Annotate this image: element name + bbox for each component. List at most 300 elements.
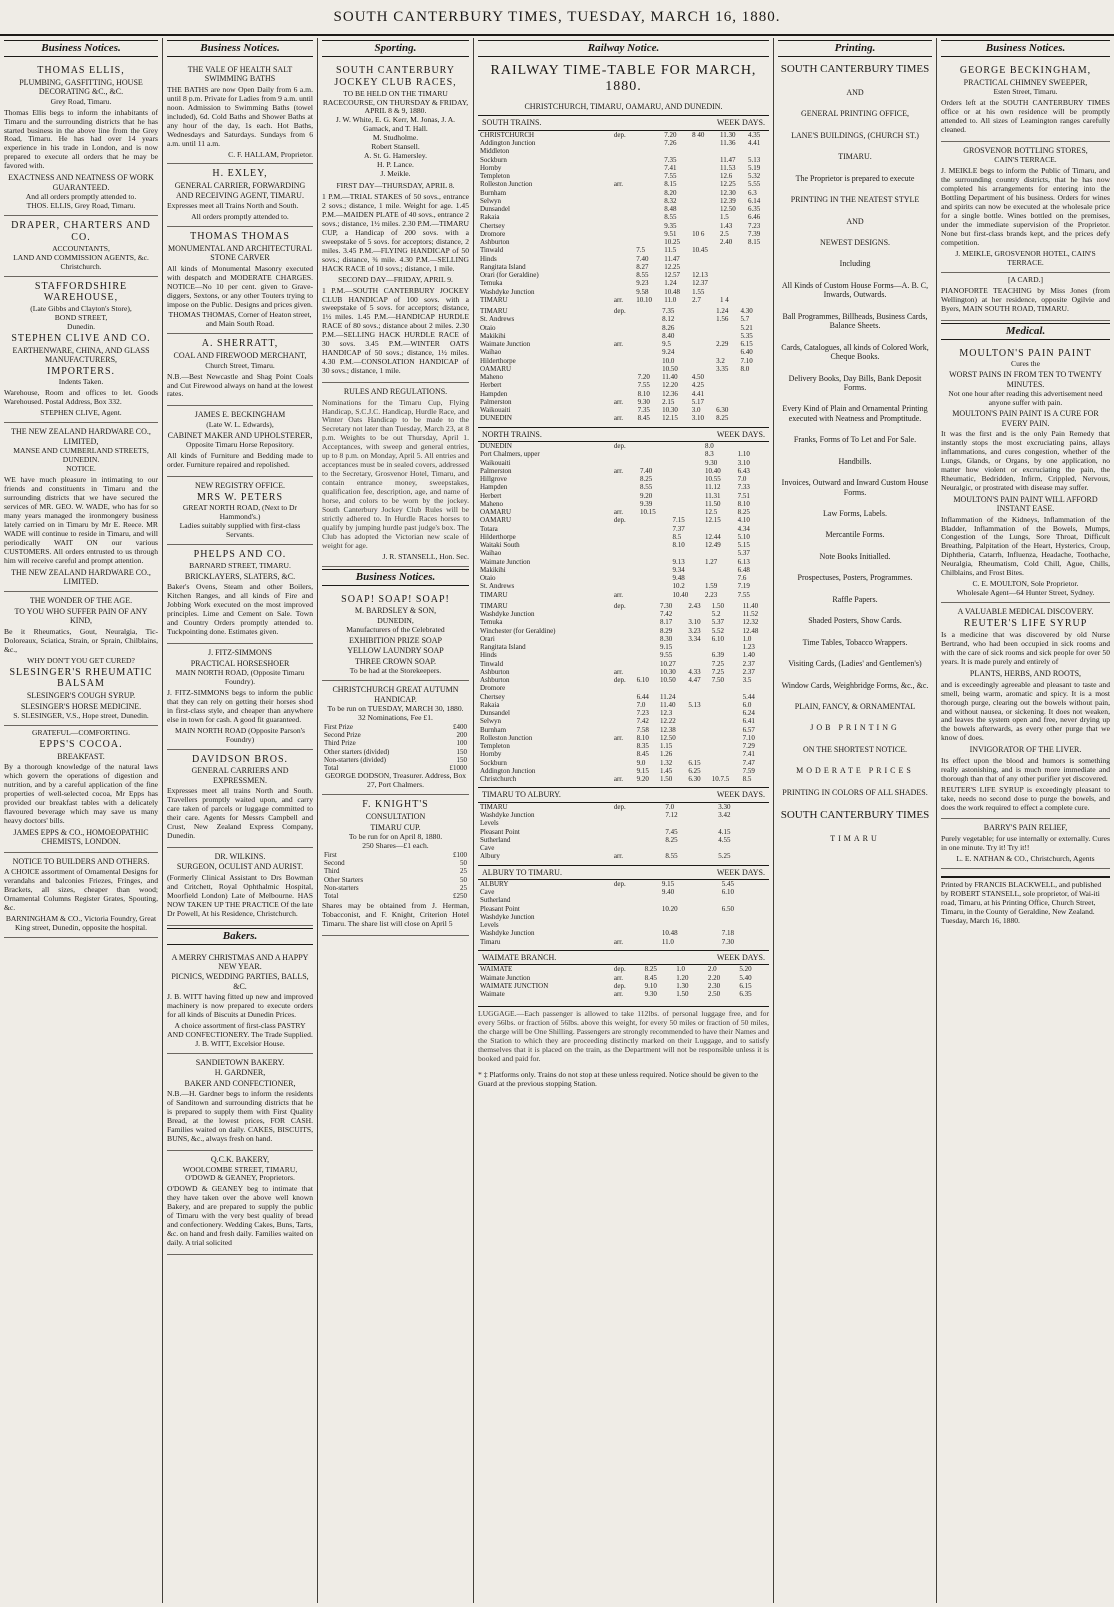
timetable-row: [478, 288, 769, 296]
time-cell: 8.48: [664, 205, 677, 214]
station-name: Chertsey: [480, 692, 505, 701]
timetable-row: [478, 852, 769, 860]
station-name: Middleton: [480, 147, 510, 156]
time-cell: [762, 566, 769, 574]
time-cell: 5.44: [742, 692, 755, 701]
time-cell: [638, 459, 671, 467]
ad-trade: GENERAL CARRIERS AND EXPRESSMEN.: [191, 766, 289, 785]
station-name: Hornby: [480, 750, 502, 759]
time-cell: 7.55: [737, 590, 750, 599]
time-cell: 3.10: [688, 618, 701, 627]
time-cell: 4.34: [737, 524, 750, 533]
ad-title: Q.C.K. BAKERY,: [210, 1155, 270, 1165]
ad-product: THREE CROWN SOAP.: [354, 656, 437, 666]
time-cell: [686, 651, 709, 659]
time-cell: 9.0: [636, 758, 646, 767]
time-cell: [746, 279, 769, 287]
time-cell: 7.42: [636, 717, 649, 726]
time-cell: 8.25: [716, 414, 729, 423]
ad-body: N.B.—Best Newcastle and Shag Point Coals and Cut Firewood always on hand at the lowest rates.: [167, 371, 313, 399]
station-name: Waitaki South: [480, 541, 520, 550]
branch-label: TIMARU TO ALBURY.: [482, 790, 561, 800]
time-cell: [686, 660, 709, 668]
time-cell: [714, 373, 738, 381]
time-cell: 2.43: [688, 601, 701, 610]
ad-sub: TIMARU CUP.: [370, 822, 421, 832]
timetable-row: [478, 147, 769, 155]
time-cell: [746, 271, 769, 279]
ad-body: By a thorough knowledge of the natural laws which govern the operations of digestion and nutrition, and by a careful application of the fine properties of well-selected cocoa, Mr Epps has provided our breakfast tables with a delicately flavoured beverage which may save us many heavy doctors' bills.: [4, 762, 158, 825]
time-cell: [612, 205, 634, 213]
time-cell: dep.: [613, 601, 626, 610]
time-cell: [635, 618, 658, 626]
time-cell: [720, 913, 769, 921]
ad-witt: [167, 949, 313, 1054]
time-cell: 2.40: [720, 238, 733, 247]
time-cell: [612, 492, 638, 500]
time-cell: [612, 189, 634, 197]
station-name: Ashburton: [480, 667, 510, 676]
time-cell: 8.5: [672, 532, 682, 541]
timetable-row: [478, 938, 769, 946]
waimate-table: [478, 965, 769, 998]
time-cell: [671, 467, 704, 475]
time-cell: [635, 602, 658, 610]
time-cell: 12.25: [664, 262, 680, 271]
time-cell: [638, 591, 671, 599]
timetable-row: [478, 255, 769, 263]
time-cell: [612, 651, 635, 659]
printing-items-list: [778, 281, 932, 690]
time-cell: 8.25: [644, 965, 657, 974]
ad-phelps: [167, 545, 313, 644]
time-cell: 1.20: [676, 973, 689, 982]
time-cell: 3.2: [716, 356, 725, 365]
time-cell: [671, 508, 704, 516]
ad-sherratt: [167, 334, 313, 406]
timetable-row: [478, 643, 769, 651]
station-name: Rakaia: [480, 700, 500, 709]
ad-body: Be it Rheumatics, Gout, Neuralgia, Tic-Doloreaux, Sciatica, Strain, or Sprain, Chilblains, &c.,: [4, 626, 158, 654]
time-cell: [739, 414, 763, 422]
ad-title: DR. WILKINS.: [214, 851, 266, 861]
time-cell: 12.32: [742, 618, 759, 627]
time-cell: [739, 381, 763, 389]
ad-title: NEW REGISTRY OFFICE.: [194, 481, 285, 491]
station-name: Palmerston: [480, 397, 512, 406]
time-cell: 5.35: [740, 331, 753, 340]
time-cell: 7.0: [737, 475, 747, 484]
time-cell: [636, 315, 660, 323]
ad-title: DRAPER, CHARTERS AND CO.: [11, 220, 151, 243]
ad-builders: [4, 853, 158, 938]
time-cell: arr.: [613, 508, 623, 517]
time-cell: 8.10: [636, 733, 649, 742]
time-cell: [671, 492, 704, 500]
time-cell: [634, 230, 662, 238]
ad-title: J. FITZ-SIMMONS: [207, 648, 272, 658]
ad-agent: Wholesale Agent—64 Hunter Street, Sydney.: [956, 588, 1095, 598]
time-cell: 11.52: [742, 610, 759, 619]
time-cell: 6.15: [688, 758, 701, 767]
time-cell: [746, 147, 769, 155]
station-name: Winchester (for Geraldine): [480, 626, 556, 635]
time-cell: [638, 533, 671, 541]
time-cell: [762, 558, 769, 566]
time-cell: [690, 189, 718, 197]
timetable-row: [478, 475, 769, 483]
time-cell: 3.0: [691, 406, 701, 415]
prize-value: 25: [460, 883, 467, 892]
time-cell: 10.0: [662, 356, 675, 365]
time-cell: dep.: [613, 676, 626, 685]
ad-headline: MOULTON'S PAIN PAINT WILL AFFORD INSTANT EASE.: [953, 494, 1098, 514]
prize-label: First Prize: [324, 722, 353, 731]
time-cell: 7.45: [665, 827, 678, 836]
time-cell: [612, 271, 634, 279]
ad-title: SOAP! SOAP! SOAP!: [341, 593, 450, 605]
timetable-row: [478, 222, 769, 230]
time-cell: 8.45: [637, 414, 650, 423]
ad-title: GEORGE BECKINGHAM,: [959, 64, 1092, 76]
time-cell: [612, 574, 638, 582]
printing-list-item: Law Forms, Labels.: [823, 509, 887, 518]
ad-signature: L. E. NATHAN & CO., Christchurch, Agents: [956, 853, 1095, 863]
time-cell: 7.19: [737, 582, 750, 591]
time-cell: 2.29: [716, 340, 729, 349]
time-cell: 6.10: [636, 676, 649, 685]
time-cell: 5.15: [737, 541, 750, 550]
time-cell: [686, 693, 709, 701]
time-cell: [671, 549, 704, 557]
time-cell: [636, 307, 660, 315]
ad-shares: 250 Shares—£1 each.: [362, 840, 429, 850]
prize-value: 150: [456, 755, 467, 764]
station-name: Totara: [480, 524, 498, 533]
time-cell: [636, 348, 660, 356]
railway-title: RAILWAY TIME-TABLE FOR MARCH, 1880.: [490, 62, 757, 95]
time-cell: [612, 390, 636, 398]
ad-body: J. FITZ-SIMMONS begs to inform the public that they can rely on getting their horses shod in first-class style, and cheaper than anywhere else in town for cash. A good fit guaranteed.: [167, 687, 313, 724]
time-cell: [612, 921, 660, 929]
time-cell: 7.51: [737, 491, 750, 500]
time-cell: [762, 591, 769, 599]
station-name: TIMARU: [480, 601, 508, 610]
time-cell: [612, 475, 638, 483]
station-name: Palmerston: [480, 466, 512, 475]
time-cell: [671, 442, 704, 450]
time-cell: [690, 222, 718, 230]
timetable-row: [478, 357, 769, 365]
printing-list-item: Franks, Forms of To Let and For Sale.: [793, 435, 917, 445]
time-cell: [612, 533, 638, 541]
prize-row: [322, 892, 469, 900]
time-cell: [612, 701, 635, 709]
prize-value: £1000: [449, 764, 467, 773]
time-cell: [636, 357, 660, 365]
time-cell: 8.40: [662, 331, 675, 340]
timetable-row: [478, 767, 769, 775]
time-cell: 11.5: [664, 246, 677, 255]
station-name: Rolleston Junction: [480, 733, 533, 742]
ad-signature: THOS. ELLIS, Grey Road, Timaru.: [26, 201, 136, 211]
timetable-row: [478, 896, 769, 904]
timetable-row: [478, 390, 769, 398]
time-cell: 9.15: [659, 643, 673, 652]
time-cell: 12.37: [692, 279, 708, 288]
time-cell: 6.39: [711, 651, 724, 660]
time-cell: [739, 398, 763, 406]
timetable-row: [478, 651, 769, 659]
time-cell: 8.3: [705, 450, 714, 459]
timetable-row: [478, 836, 769, 844]
prize-row: [322, 876, 469, 884]
ad-body: Purely vegetable; for use internally or externally. Cures in one minute. Try it! Try it!!: [941, 833, 1110, 852]
time-cell: 3.23: [688, 626, 701, 635]
timetable-row: [478, 929, 769, 937]
ad-headline: TO YOU WHO SUFFER PAIN OF ANY KIND,: [14, 606, 148, 626]
time-cell: 1.24: [716, 307, 729, 316]
ad-body: (Formerly Clinical Assistant to Drs Bowman and Critchett, Royal Ophthalmic Hospital, Moorfield London) Late of Melbourne. HAS NOW TAKEN UP THE PRACTICE Of the late Dr Powell, At his Residence, Christchurch.: [167, 872, 313, 918]
time-cell: 8.5: [742, 775, 752, 784]
ad-thomas: [167, 227, 313, 334]
time-cell: [635, 651, 658, 659]
time-cell: 5.17: [691, 397, 704, 406]
time-cell: 11.50: [705, 499, 721, 508]
ad-body: All kinds of Monumental Masonry executed with despatch and MODERATE CHARGES. NOTICE—No 10 per cent. given to Grave-diggers, Sextons, or any other Touters trying to impose on the Public. Designs and prices given.: [167, 263, 313, 309]
ad-body: J. MEIKLE begs to inform the Public of Timaru, and the surrounding country districts, that he has now completed his arrangements for entering into the Bottling Department of his business. Orders for wines and spirits can now be executed at the wholesale price for a single bottle. Wines bottled on the premises, under the immediate supervision of the Proprietor. None but first-class brands kept, and the prices defy competition.: [941, 166, 1110, 247]
ad-body: PIANOFORTE TEACHING by Miss Jones (from Wellington) at her residence, opposite Ogilvie and Byers, MAIN SOUTH ROAD, TIMARU.: [941, 285, 1110, 313]
station-name: Hilderthorpe: [480, 356, 516, 365]
timetable-row: [478, 566, 769, 574]
printing-list-item: Note Books Initialled.: [819, 551, 891, 561]
time-cell: 12.5: [705, 508, 718, 517]
time-cell: [762, 549, 769, 557]
timetable-row: [478, 742, 769, 750]
time-cell: 7.41: [664, 163, 677, 172]
timetable-row: [478, 819, 769, 827]
timetable-row: [478, 263, 769, 271]
ad-chimney-sweep: [941, 61, 1110, 142]
station-name: Selwyn: [480, 717, 501, 726]
time-cell: [634, 222, 662, 230]
ad-body: Is a medicine that was discovered by old Nurse Bertrand, who had been occupied in sick rooms and with the care of sick rooms and sick people for over 50 years. It is made purely and entirely of: [941, 630, 1110, 667]
time-cell: [710, 693, 741, 701]
ad-draper: [4, 216, 158, 276]
ad-signature: J. B. WITT, Excelsior House.: [195, 1039, 285, 1049]
time-cell: [612, 709, 635, 717]
station-name: Tinwald: [480, 659, 504, 668]
time-cell: [612, 373, 636, 381]
time-cell: 6.44: [636, 692, 649, 701]
time-cell: 8.27: [636, 262, 649, 271]
printing-office: GENERAL PRINTING OFFICE,: [801, 109, 909, 119]
station-name: Tinwald: [480, 246, 504, 255]
time-cell: 7.0: [665, 802, 675, 811]
printing-list-item: Cards, Catalogues, all kinds of Colored Work, Cheque Books.: [781, 342, 929, 362]
time-cell: [690, 315, 714, 323]
timetable-row: [478, 315, 769, 323]
timetable-row: [478, 701, 769, 709]
timetable-row: [478, 459, 769, 467]
prize-label: Second: [324, 859, 345, 868]
ad-staffordshire: [4, 277, 158, 424]
time-cell: 2.5: [720, 229, 729, 238]
time-cell: [612, 381, 636, 389]
time-cell: [635, 610, 658, 618]
time-cell: dep.: [613, 981, 626, 990]
time-cell: 12.15: [662, 414, 678, 423]
ad-grosvenor: [941, 142, 1110, 273]
time-cell: 4.50: [691, 373, 704, 382]
timetable-row: [478, 332, 769, 340]
time-cell: 5.55: [747, 180, 761, 189]
time-cell: [658, 684, 686, 692]
time-cell: [612, 147, 634, 155]
prize-row: [322, 867, 469, 875]
time-cell: 12.6: [720, 172, 733, 181]
ad-scales: J. Meikle.: [380, 169, 411, 179]
time-cell: [660, 921, 720, 929]
time-cell: [612, 811, 664, 819]
time-cell: [612, 483, 638, 491]
timetable-row: [478, 164, 769, 172]
ad-sub: To be run for on April 8, 1880.: [348, 831, 443, 841]
section-header: Medical.: [941, 323, 1110, 340]
time-cell: [612, 635, 635, 643]
time-cell: [703, 574, 736, 582]
timetable-row: [478, 558, 769, 566]
time-cell: 8.25: [639, 475, 653, 484]
ad-line: LAND AND COMMISSION AGENTS, &c.: [13, 252, 149, 262]
albury-back-table: [478, 880, 769, 946]
time-cell: 5.37: [737, 549, 750, 558]
time-cell: [762, 500, 769, 508]
ad-headline: PICNICS, WEDDING PARTIES, BALLS, &C.: [171, 972, 309, 991]
column-2: [162, 38, 317, 1603]
table-header: [478, 787, 769, 802]
time-cell: [612, 222, 634, 230]
ad-title: GROSVENOR BOTTLING STORES,: [963, 145, 1088, 155]
time-cell: [703, 566, 736, 574]
ad-nz-hardware: [4, 423, 158, 592]
time-cell: 7.26: [664, 139, 677, 148]
ad-trade: MONUMENTAL AND ARCHITECTURAL STONE CARVER: [168, 243, 312, 263]
time-cell: 10 6: [692, 229, 705, 238]
station-name: Rakaia: [480, 213, 500, 222]
time-cell: [636, 324, 660, 332]
time-cell: [612, 767, 635, 775]
time-cell: 8.12: [662, 315, 675, 324]
time-cell: [718, 147, 746, 155]
timetable-row: [478, 635, 769, 643]
printing-neatest: PRINTING IN THE NEATEST STYLE: [790, 195, 920, 205]
time-cell: [612, 759, 635, 767]
time-cell: [612, 238, 634, 246]
time-cell: 1.56: [716, 315, 729, 324]
time-cell: 2.20: [707, 973, 721, 982]
time-cell: [718, 255, 746, 263]
time-cell: [636, 340, 660, 348]
time-cell: 7.33: [737, 483, 750, 492]
section-header: Bakers.: [167, 928, 313, 945]
day-heading: FIRST DAY—THURSDAY, APRIL 8.: [336, 181, 455, 191]
time-cell: 6.30: [716, 406, 729, 415]
time-cell: [612, 684, 635, 692]
ad-sub: BREAKFAST.: [57, 751, 105, 761]
timetable-row: [478, 693, 769, 701]
station-name: Selwyn: [480, 196, 501, 205]
time-cell: 1.0: [676, 965, 685, 974]
time-cell: dep.: [613, 130, 626, 139]
printing-list-item: All Kinds of Custom House Forms—A. B. C, Inwards, Outwards.: [781, 280, 929, 300]
station-name: Dunsandel: [480, 709, 510, 718]
station-name: Burnham: [480, 188, 507, 197]
ad-body: Nominations for the Timaru Cup, Flying Handicap, S.C.J.C. Handicap, Hurdle Race, and Winter Oats Handicap to be made to the Secretary not later than Tuesday, March 23, at 8 p.m. Weights to be out Thursday, April 1. Acceptances, with sweep and general entries, up to 8 p.m. on Monday, April 5. All entries and acceptances must be in sealed covers, addressed to the Secretary, Grosvenor Hotel, Timaru, and contain entrance money, sweepstakes, qualification fee, description, age, and name of horse, and colors to be worn by the jockey. South Canterbury Jockey Club Rules will be strictly adhered to. In Hurdle Races horses to qualify by jumping hurdle past judge's box. The Club has adopted the Victorian new scale of weight for age.: [322, 397, 469, 550]
week-days-label: WEEK DAYS.: [716, 118, 765, 128]
ad-headline: A VALUABLE MEDICAL DISCOVERY.: [957, 607, 1094, 617]
ad-trade: COAL AND FIREWOOD MERCHANT,: [173, 351, 307, 361]
ad-line: Dunedin.: [66, 322, 96, 331]
prize-label: Other Starters: [324, 875, 364, 884]
station-name: DUNEDIN: [480, 414, 512, 423]
south-trains-table-2: [478, 307, 769, 423]
time-cell: [710, 742, 741, 750]
station-name: TIMARU: [480, 590, 508, 599]
time-cell: [714, 398, 738, 406]
time-cell: [690, 213, 718, 221]
albury-table: [478, 803, 769, 861]
ad-body: Baker's Ovens, Steam and other Boilers, Kitchen Ranges, and all kinds of Fire and Jobbing Work executed on the most improved principles. Lime and Cement on Sale. Town and Country Orders promptly attended to. Tuckpointing done. Estimates given.: [167, 582, 313, 637]
time-cell: [671, 450, 704, 458]
station-name: Rolleston Junction: [480, 180, 533, 189]
time-cell: 1.27: [705, 557, 718, 566]
ad-product: SLESINGER'S COUGH SYRUP.: [26, 691, 136, 701]
time-cell: [690, 197, 718, 205]
time-cell: 10.20: [661, 904, 678, 913]
time-cell: [746, 246, 769, 254]
time-cell: 8.30: [659, 634, 673, 643]
time-cell: [612, 197, 634, 205]
timetable-row: [478, 990, 769, 998]
imprint: Printed by FRANCIS BLACKWELL, and published by ROBERT STANSELL, sole proprietor, of Wai-iti road, Timaru, at his Printing Office, Church Street, Timaru, in the County of Geraldine, New Zealand. Tuesday, March 16, 1880.: [941, 876, 1110, 926]
timetable-row: [478, 913, 769, 921]
time-cell: [612, 541, 638, 549]
station-name: Maheno: [480, 373, 503, 382]
time-cell: [762, 475, 769, 483]
time-cell: 12.3: [659, 709, 673, 718]
table-header: [478, 427, 769, 442]
time-cell: 9.13: [672, 557, 685, 566]
time-cell: 6.10: [721, 888, 734, 897]
time-cell: [635, 668, 658, 676]
ad-signature: BARNINGHAM & CO., Victoria Foundry, Great King street, Dunedin, opposite the hospital.: [5, 913, 157, 932]
time-cell: [635, 660, 658, 668]
time-cell: 12.30: [720, 188, 736, 197]
time-cell: 9.51: [664, 229, 677, 238]
ad-davidson: [167, 750, 313, 848]
timetable-row: [478, 525, 769, 533]
time-cell: 1.59: [705, 582, 718, 591]
time-cell: 7.37: [672, 524, 685, 533]
timetable-row: [478, 246, 769, 254]
time-cell: [612, 246, 634, 254]
time-cell: [762, 525, 769, 533]
time-cell: 12.50: [659, 733, 676, 742]
time-cell: 5.21: [740, 323, 753, 332]
time-cell: [635, 684, 658, 692]
time-cell: [710, 684, 741, 692]
